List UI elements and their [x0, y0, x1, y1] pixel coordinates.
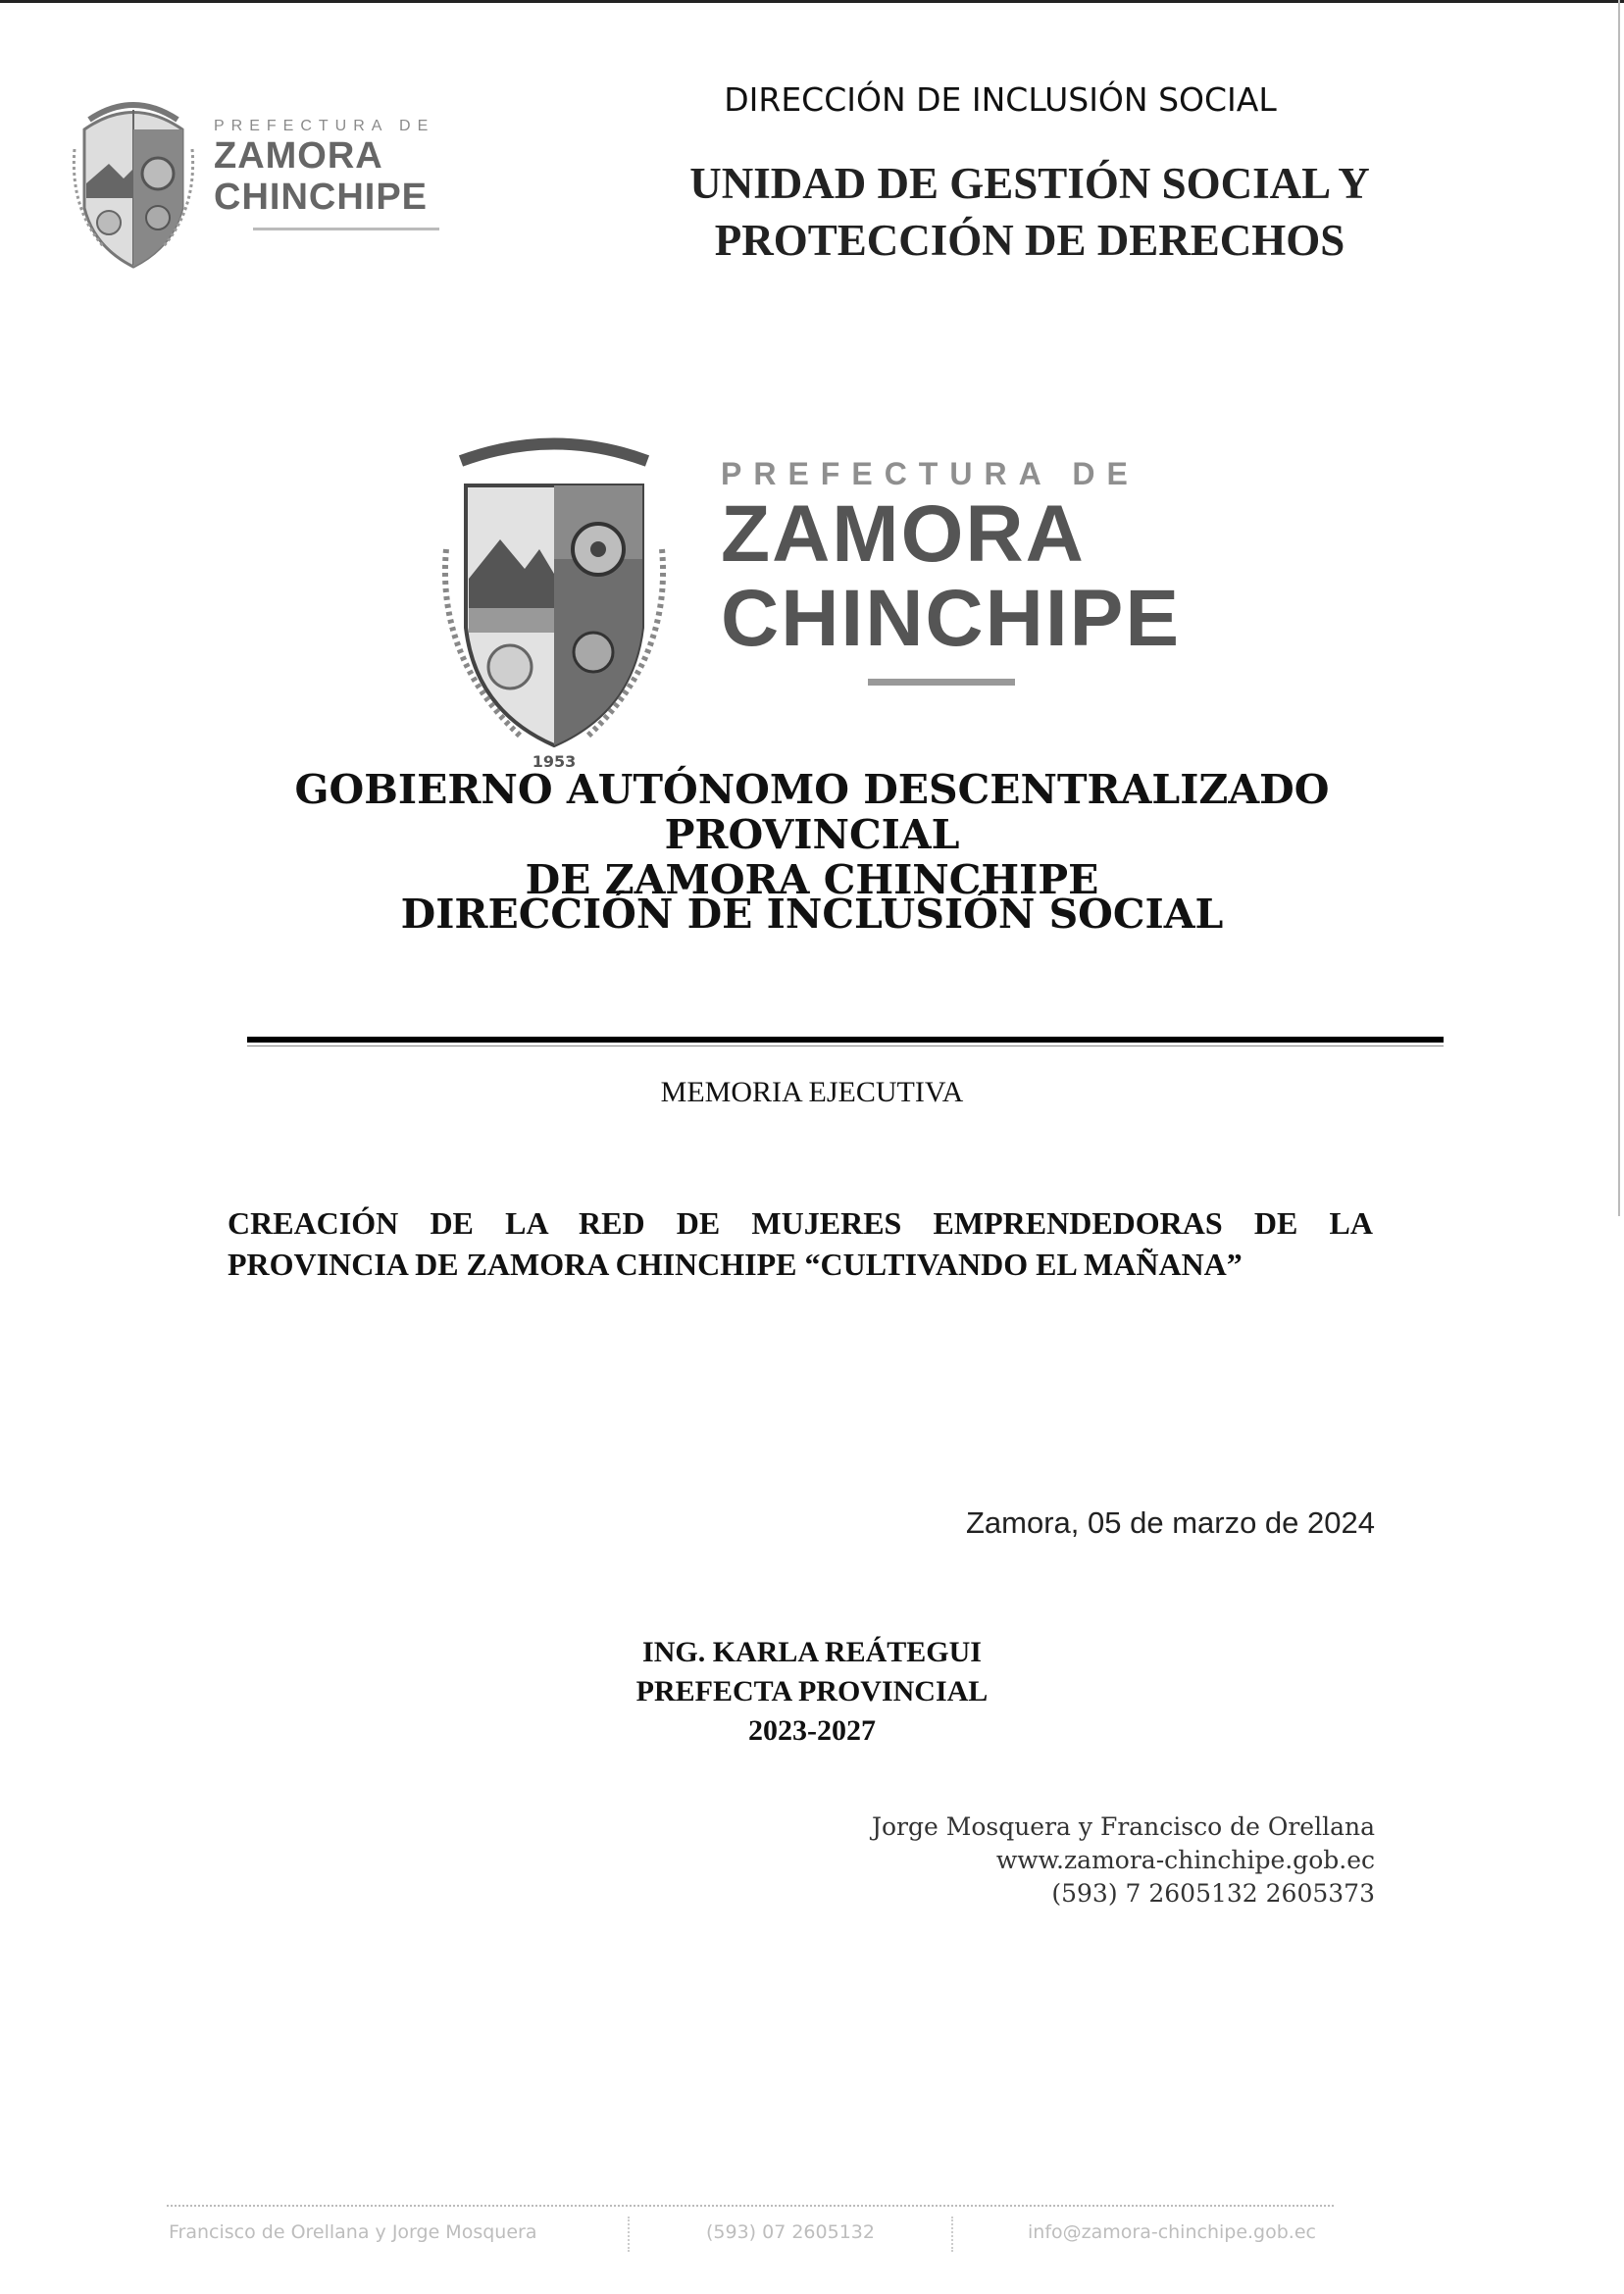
footer-separator-2 — [951, 2217, 955, 2252]
header-unit-line2: PROTECCIÓN DE DERECHOS — [714, 216, 1345, 265]
contact-phone: (593) 7 2605132 2605373 — [1051, 1879, 1375, 1908]
header-unit-line1: UNIDAD DE GESTIÓN SOCIAL Y — [689, 159, 1370, 208]
logo-large-line1: ZAMORA — [721, 489, 1086, 579]
footer-address: Francisco de Orellana y Jorge Mosquera — [169, 2221, 537, 2243]
contact-website: www.zamora-chinchipe.gob.ec — [995, 1846, 1375, 1874]
document-date: Zamora, 05 de marzo de 2024 — [965, 1505, 1375, 1540]
document-title-line1: CREACIÓN DE LA RED DE MUJERES EMPRENDEDORAS DE LA — [228, 1205, 1373, 1241]
prefecture-shield-logo-large — [431, 432, 677, 775]
prefecture-shield-logo-small — [65, 90, 202, 277]
signer-block — [490, 1633, 1134, 1751]
logo-small-wordmark — [214, 118, 469, 230]
document-type: MEMORIA EJECUTIVA — [660, 1076, 964, 1108]
government-line2: DE ZAMORA CHINCHIPE — [525, 856, 1099, 903]
scan-edge-top — [0, 0, 1624, 3]
section-divider — [247, 1037, 1444, 1043]
footer-divider — [167, 2205, 1334, 2207]
section-divider-thin — [247, 1045, 1444, 1046]
logo-large-prefix: PREFECTURA DE — [721, 456, 1140, 491]
scan-edge-right — [1618, 0, 1620, 1216]
logo-large-line2: CHINCHIPE — [721, 574, 1182, 663]
footer-email: info@zamora-chinchipe.gob.ec — [1028, 2221, 1316, 2243]
logo-small-underline — [253, 228, 439, 230]
document-title — [228, 1202, 1373, 1285]
government-direction: DIRECCIÓN DE INCLUSIÓN SOCIAL — [400, 891, 1224, 938]
logo-small-line2: CHINCHIPE — [214, 177, 429, 218]
signer-role: PREFECTA PROVINCIAL — [635, 1675, 989, 1708]
footer-phone: (593) 07 2605132 — [706, 2221, 875, 2243]
logo-small-prefix: PREFECTURA DE — [214, 118, 435, 134]
footer-separator-1 — [628, 2217, 632, 2252]
header-unit-title — [588, 155, 1471, 269]
contact-address: Jorge Mosquera y Francisco de Orellana — [871, 1812, 1375, 1841]
government-line1: GOBIERNO AUTÓNOMO DESCENTRALIZADO PROVINCIAL — [294, 766, 1330, 858]
logo-small-line1: ZAMORA — [214, 135, 383, 177]
logo-year: 1953 — [532, 752, 577, 771]
signer-name: ING. KARLA REÁTEGUI — [642, 1636, 982, 1668]
contact-block — [785, 1810, 1375, 1911]
logo-large-wordmark — [721, 456, 1182, 686]
logo-large-underline — [868, 679, 1015, 686]
signer-period: 2023-2027 — [748, 1714, 876, 1747]
document-title-line2: PROVINCIA DE ZAMORA CHINCHIPE “CULTIVANDO EL MAÑANA” — [228, 1247, 1243, 1282]
header-direction: DIRECCIÓN DE INCLUSIÓN SOCIAL — [724, 80, 1277, 119]
government-title — [147, 767, 1477, 902]
